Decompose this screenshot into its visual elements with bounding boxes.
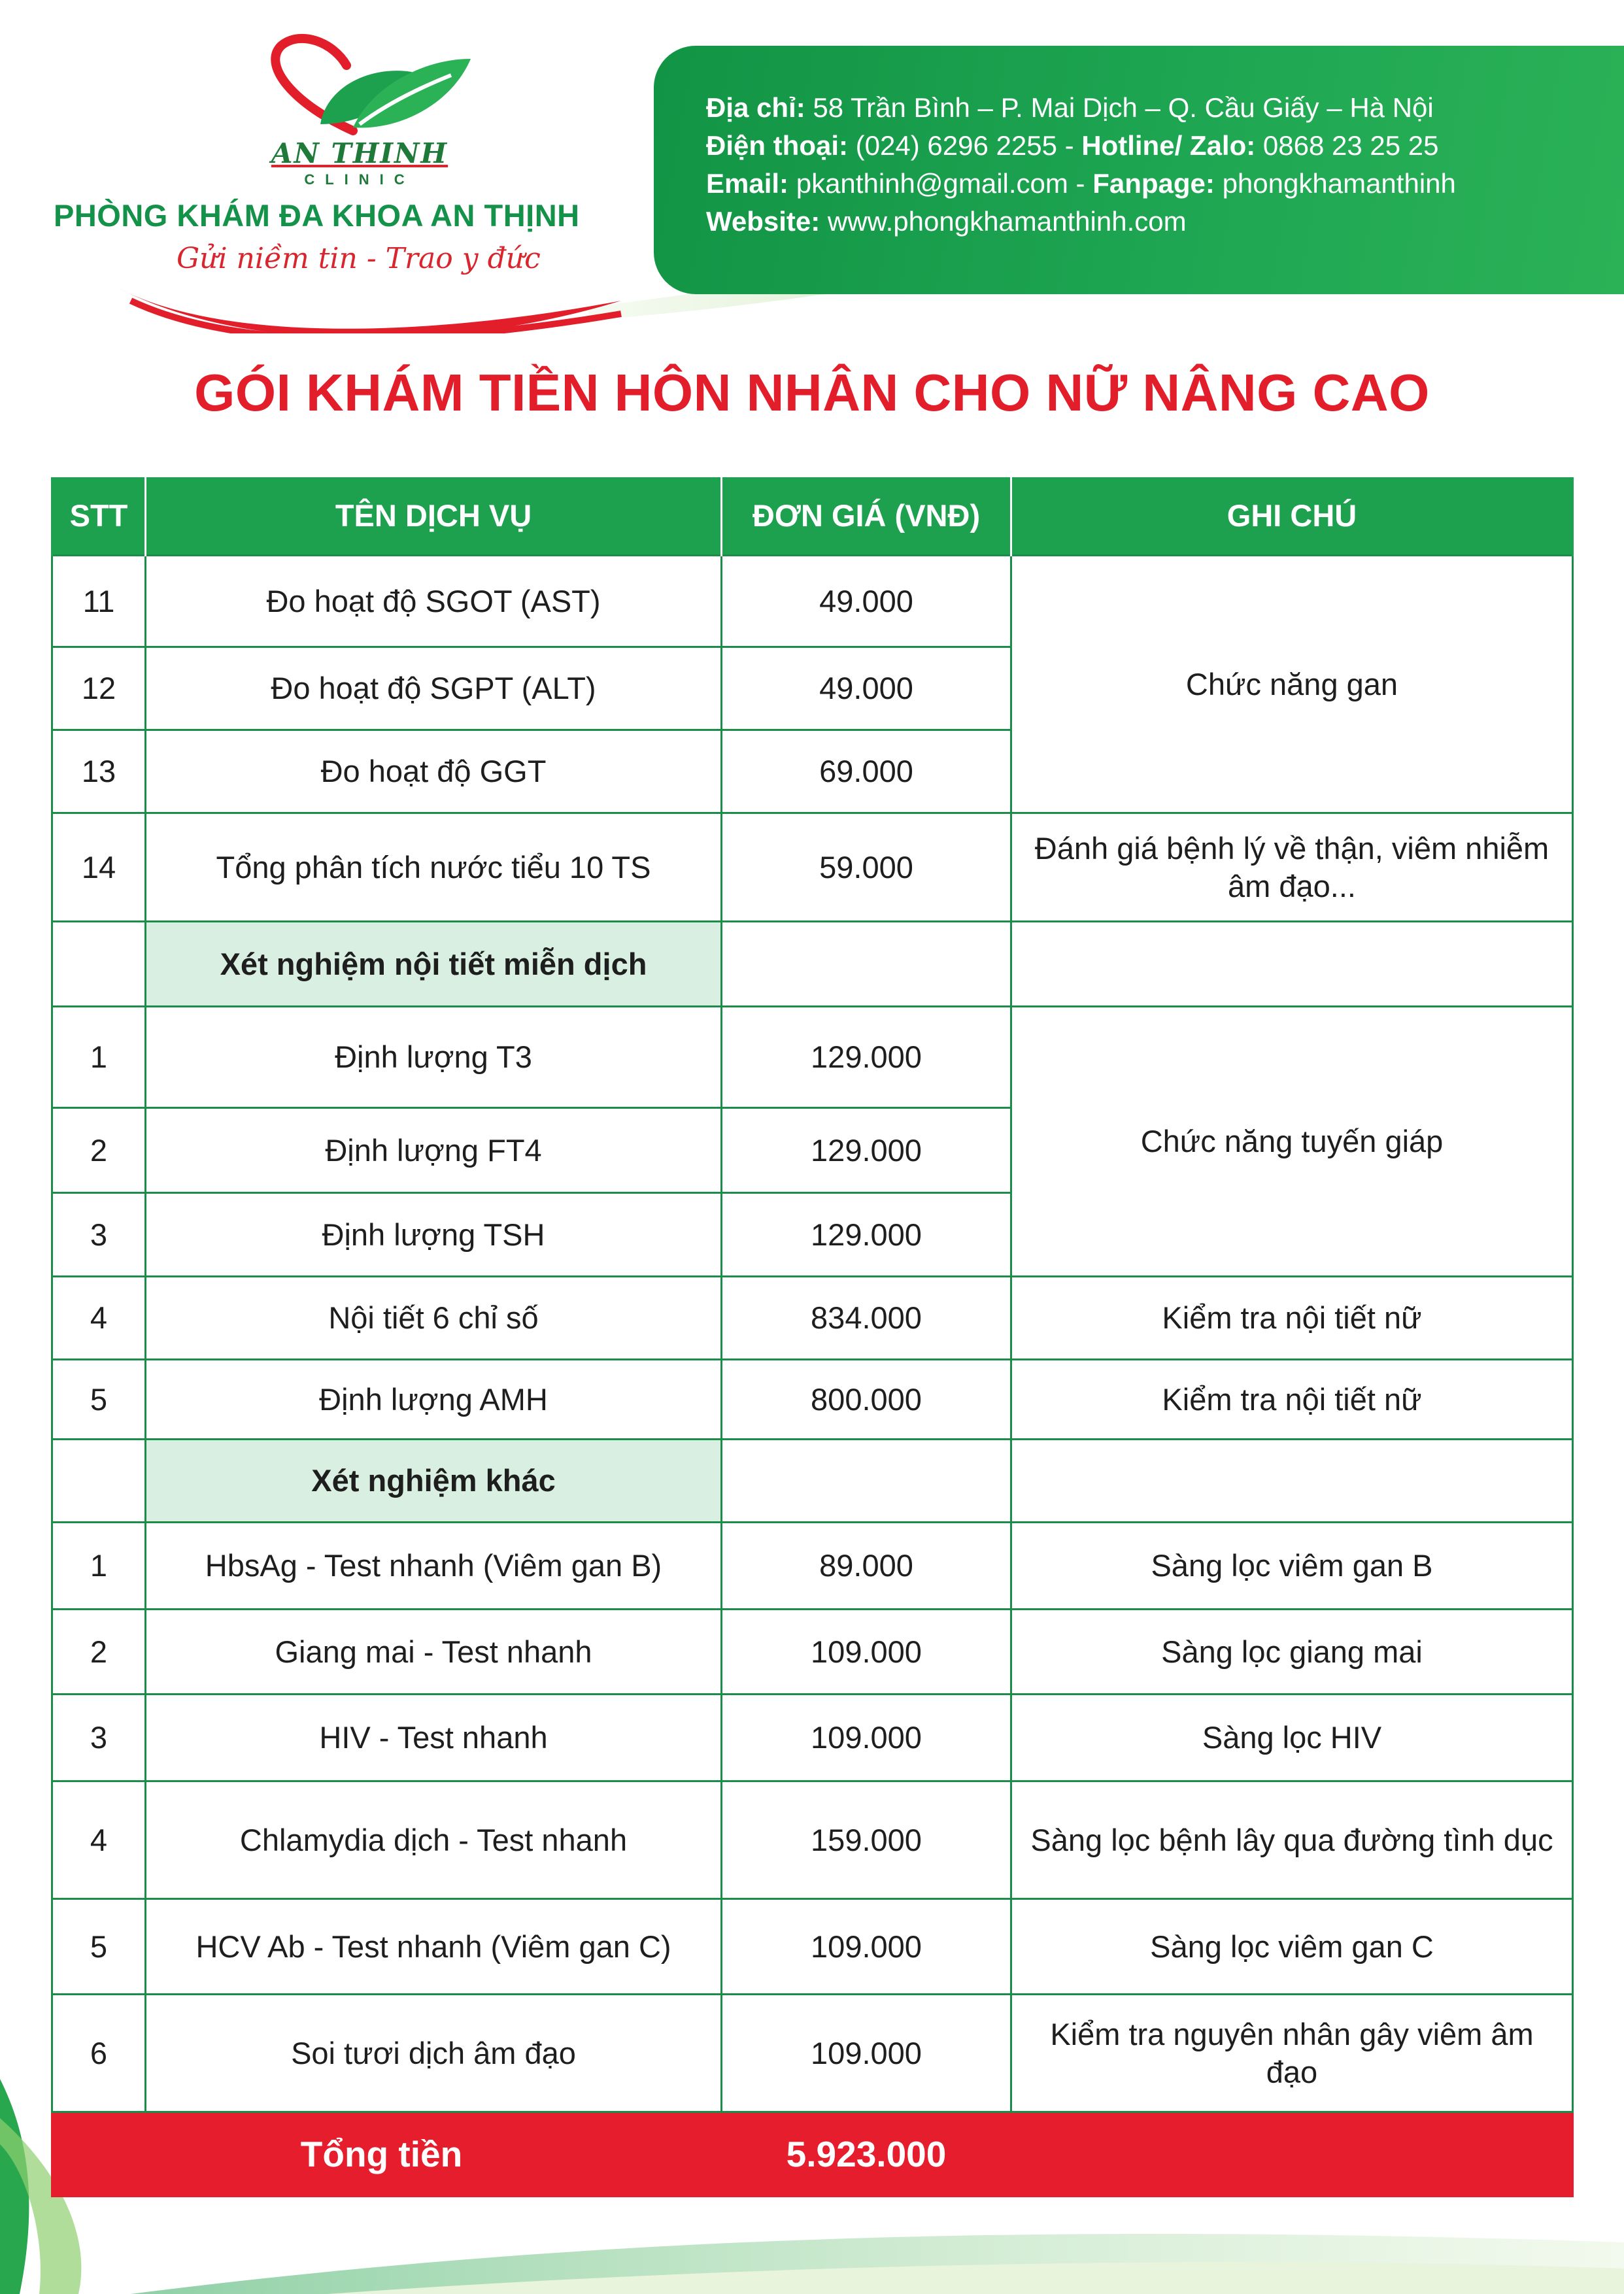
row-service: Đo hoạt độ GGT [146,730,722,813]
table-header-row [52,477,1573,556]
address-label: Địa chỉ: [706,92,805,123]
header-note: GHI CHÚ [1011,477,1573,556]
row-note: Kiểm tra nguyên nhân gây viêm âm đạo [1011,1995,1573,2112]
table-row [52,1610,1573,1695]
table-row [52,1277,1573,1360]
row-stt: 11 [52,556,146,647]
clinic-logo [46,26,634,333]
row-stt: 2 [52,1610,146,1695]
row-stt: 4 [52,1277,146,1360]
row-stt: 13 [52,730,146,813]
email-value: pkanthinh@gmail.com - [788,168,1093,199]
row-stt: 5 [52,1899,146,1995]
row-note: Chức năng gan [1011,556,1573,813]
row-note: Kiểm tra nội tiết nữ [1011,1360,1573,1440]
row-price: 49.000 [722,556,1011,647]
total-label: Tổng tiền [52,2112,722,2197]
table-row [52,1695,1573,1781]
total-row [52,2112,1573,2197]
section-stt [52,1440,146,1523]
row-stt: 1 [52,1523,146,1610]
row-price: 159.000 [722,1781,1011,1899]
row-price: 109.000 [722,1995,1011,2112]
table-row [52,556,1573,647]
phone-value: (024) 6296 2255 - [848,130,1082,161]
row-note: Kiểm tra nội tiết nữ [1011,1277,1573,1360]
row-price: 49.000 [722,647,1011,730]
row-note: Sàng lọc bệnh lây qua đường tình dục [1011,1781,1573,1899]
row-service: HIV - Test nhanh [146,1695,722,1781]
section-title: Xét nghiệm khác [146,1440,722,1523]
section-note [1011,922,1573,1007]
row-stt: 3 [52,1695,146,1781]
row-service: Định lượng T3 [146,1007,722,1108]
section-note [1011,1440,1573,1523]
section-row [52,1440,1573,1523]
table-row [52,1007,1573,1108]
email-line [706,165,1611,203]
address-value: 58 Trần Bình – P. Mai Dịch – Q. Cầu Giấy – Hà Nội [805,92,1434,123]
table-row [52,1899,1573,1995]
header-stt: STT [52,477,146,556]
hotline-value: 0868 23 25 25 [1255,130,1439,161]
total-value: 5.923.000 [722,2112,1011,2197]
fanpage-value: phongkhamanthinh [1214,168,1456,199]
price-table [51,477,1572,2197]
total-note [1011,2112,1573,2197]
row-price: 129.000 [722,1007,1011,1108]
logo-brand-sub: CLINIC [304,171,415,188]
row-stt: 5 [52,1360,146,1440]
row-price: 89.000 [722,1523,1011,1610]
clinic-name: PHÒNG KHÁM ĐA KHOA AN THỊNH [54,198,580,233]
row-note: Sàng lọc giang mai [1011,1610,1573,1695]
row-service: Định lượng FT4 [146,1108,722,1193]
section-price [722,1440,1011,1523]
row-price: 109.000 [722,1610,1011,1695]
contact-panel [654,46,1624,294]
header-service: TÊN DỊCH VỤ [146,477,722,556]
table-row [52,1995,1573,2112]
row-service: HbsAg - Test nhanh (Viêm gan B) [146,1523,722,1610]
logo-brand-text: AN THINH [271,137,448,169]
row-stt: 14 [52,813,146,922]
row-stt: 12 [52,647,146,730]
row-service: Đo hoạt độ SGOT (AST) [146,556,722,647]
row-service: Đo hoạt độ SGPT (ALT) [146,647,722,730]
row-note: Sàng lọc viêm gan B [1011,1523,1573,1610]
website-value: www.phongkhamanthinh.com [820,206,1187,237]
table-row [52,813,1573,922]
row-service: Nội tiết 6 chỉ số [146,1277,722,1360]
hotline-label: Hotline/ Zalo: [1081,130,1256,161]
page-title: GÓI KHÁM TIỀN HÔN NHÂN CHO NỮ NÂNG CAO [194,363,1430,422]
row-price: 129.000 [722,1108,1011,1193]
row-price: 800.000 [722,1360,1011,1440]
phone-label: Điện thoại: [706,130,848,161]
clinic-slogan: Gửi niềm tin - Trao y đức [177,242,541,275]
section-price [722,922,1011,1007]
section-row [52,922,1573,1007]
fanpage-label: Fanpage: [1092,168,1215,199]
table-row [52,1781,1573,1899]
phone-line [706,127,1611,165]
email-label: Email: [706,168,789,199]
row-note: Chức năng tuyến giáp [1011,1007,1573,1277]
row-note: Sàng lọc HIV [1011,1695,1573,1781]
row-service: Chlamydia dịch - Test nhanh [146,1781,722,1899]
row-service: Giang mai - Test nhanh [146,1610,722,1695]
row-service: Tổng phân tích nước tiểu 10 TS [146,813,722,922]
address-line [706,89,1611,127]
row-price: 109.000 [722,1899,1011,1995]
row-note: Đánh giá bệnh lý về thận, viêm nhiễm âm đạo... [1011,813,1573,922]
table-row [52,1523,1573,1610]
row-price: 109.000 [722,1695,1011,1781]
section-stt [52,922,146,1007]
row-service: Định lượng AMH [146,1360,722,1440]
website-label: Website: [706,206,820,237]
row-price: 834.000 [722,1277,1011,1360]
row-price: 69.000 [722,730,1011,813]
website-line [706,203,1611,241]
row-note: Sàng lọc viêm gan C [1011,1899,1573,1995]
row-stt: 4 [52,1781,146,1899]
row-stt: 1 [52,1007,146,1108]
table-row [52,1360,1573,1440]
row-stt: 2 [52,1108,146,1193]
section-title: Xét nghiệm nội tiết miễn dịch [146,922,722,1007]
row-price: 129.000 [722,1193,1011,1277]
row-service: Định lượng TSH [146,1193,722,1277]
row-stt: 3 [52,1193,146,1277]
header-price: ĐƠN GIÁ (VNĐ) [722,477,1011,556]
row-service: HCV Ab - Test nhanh (Viêm gan C) [146,1899,722,1995]
row-price: 59.000 [722,813,1011,922]
row-service: Soi tươi dịch âm đạo [146,1995,722,2112]
row-stt: 6 [52,1995,146,2112]
